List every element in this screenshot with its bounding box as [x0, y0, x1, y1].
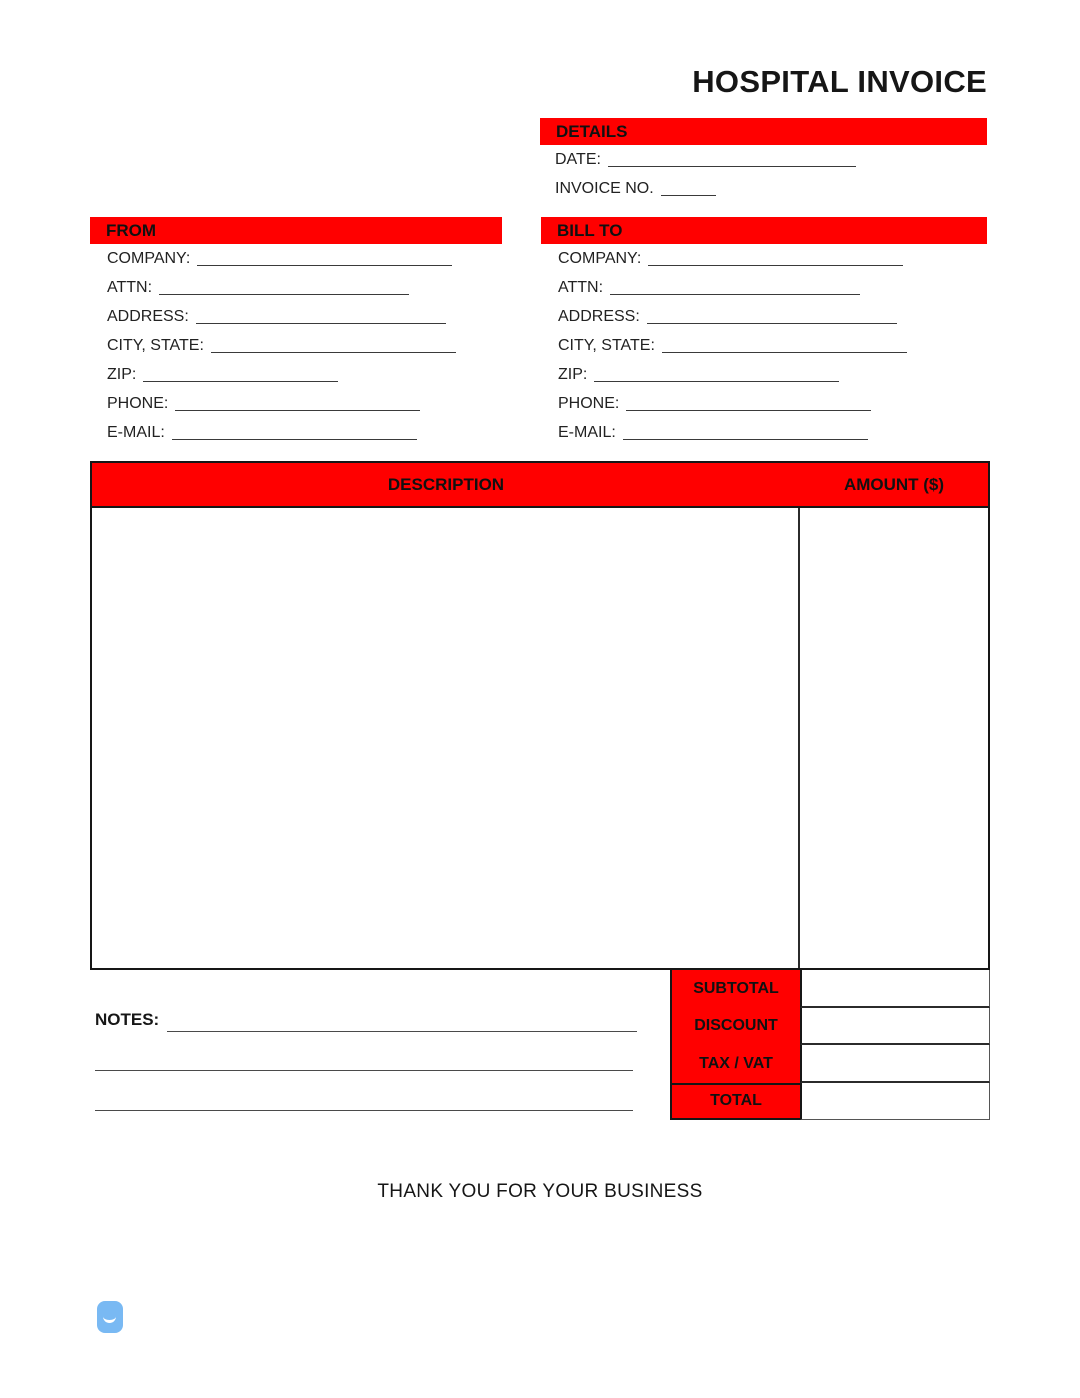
notes-field-line-3[interactable]	[95, 1110, 633, 1111]
billto-attn-field[interactable]	[610, 294, 860, 295]
billto-email-field[interactable]	[623, 439, 868, 440]
items-table	[90, 461, 990, 970]
date-row	[540, 145, 987, 174]
billto-zip-field[interactable]	[594, 381, 839, 382]
discount-label: DISCOUNT	[670, 1008, 800, 1046]
description-cell[interactable]	[92, 508, 800, 968]
smile-glyph	[103, 1316, 116, 1323]
from-address-label: ADDRESS:	[107, 308, 189, 325]
from-city-state-field[interactable]	[211, 352, 456, 353]
billto-zip-label: ZIP:	[558, 366, 588, 383]
billto-phone-field[interactable]	[626, 410, 871, 411]
subtotal-amount-cell[interactable]	[800, 970, 990, 1008]
bill-to-section	[541, 217, 987, 447]
billto-address-label: ADDRESS:	[558, 308, 640, 325]
date-label: DATE:	[555, 151, 601, 168]
subtotal-row	[670, 970, 990, 1008]
invoice-no-label: INVOICE NO.	[555, 180, 654, 197]
items-table-header	[92, 463, 988, 508]
total-label: TOTAL	[670, 1083, 800, 1121]
from-company-label: COMPANY:	[107, 250, 191, 267]
invoice-no-field[interactable]	[661, 195, 716, 196]
amount-column-header: AMOUNT ($)	[843, 474, 945, 494]
from-phone-field[interactable]	[175, 410, 420, 411]
billto-city-state-field[interactable]	[662, 352, 907, 353]
from-zip-field[interactable]	[143, 381, 338, 382]
from-phone-label: PHONE:	[107, 395, 169, 412]
discount-amount-cell[interactable]	[800, 1008, 990, 1046]
bill-to-header: BILL TO	[541, 217, 987, 244]
from-email-field[interactable]	[172, 439, 417, 440]
notes-field-line-2[interactable]	[95, 1070, 633, 1071]
notes-label: NOTES:	[95, 1010, 160, 1029]
from-section	[90, 217, 502, 447]
tax-vat-label: TAX / VAT	[670, 1045, 800, 1083]
from-attn-label: ATTN:	[107, 279, 153, 296]
tax-vat-row	[670, 1045, 990, 1083]
from-address-field[interactable]	[196, 323, 446, 324]
subtotal-label: SUBTOTAL	[670, 970, 800, 1008]
from-attn-field[interactable]	[159, 294, 409, 295]
details-section	[540, 118, 987, 203]
totals-block	[670, 970, 990, 1120]
from-company-field[interactable]	[197, 265, 452, 266]
billto-phone-label: PHONE:	[558, 395, 620, 412]
from-zip-label: ZIP:	[107, 366, 137, 383]
details-header: DETAILS	[540, 118, 987, 145]
discount-row	[670, 1008, 990, 1046]
from-city-state-label: CITY, STATE:	[107, 337, 204, 354]
page-title: HOSPITAL INVOICE	[692, 64, 987, 99]
notes-field-line-1[interactable]	[167, 1031, 637, 1032]
billto-attn-label: ATTN:	[558, 279, 604, 296]
total-amount-cell[interactable]	[800, 1083, 990, 1121]
date-field[interactable]	[608, 166, 856, 167]
smiley-logo-icon	[97, 1301, 123, 1333]
tax-vat-amount-cell[interactable]	[800, 1045, 990, 1083]
description-column-header: DESCRIPTION	[387, 474, 505, 494]
amount-cell[interactable]	[800, 508, 988, 968]
items-table-body	[92, 508, 988, 968]
from-header: FROM	[90, 217, 502, 244]
from-email-label: E-MAIL:	[107, 424, 165, 441]
billto-company-field[interactable]	[648, 265, 903, 266]
invoice-no-row	[540, 174, 987, 203]
total-row	[670, 1083, 990, 1121]
billto-company-label: COMPANY:	[558, 250, 642, 267]
billto-city-state-label: CITY, STATE:	[558, 337, 655, 354]
billto-email-label: E-MAIL:	[558, 424, 616, 441]
billto-address-field[interactable]	[647, 323, 897, 324]
thank-you-message: THANK YOU FOR YOUR BUSINESS	[377, 1181, 703, 1202]
